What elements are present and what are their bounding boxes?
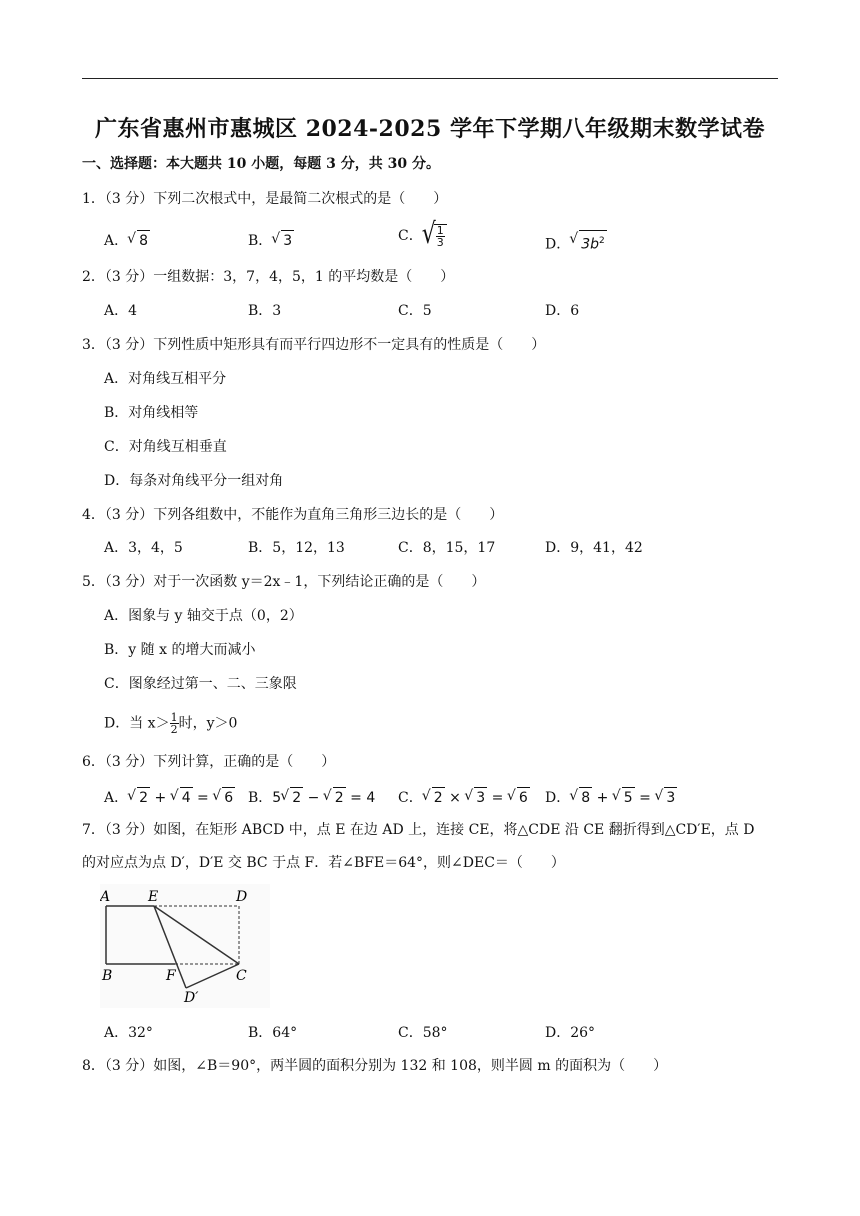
q4-option-a: A．3，4，5 xyxy=(104,540,183,556)
q1-stem: 1．（3 分）下列二次根式中，是最简二次根式的是（ ） xyxy=(82,191,448,207)
q7-label-b: B xyxy=(102,968,113,984)
q2-option-a: A．4 xyxy=(104,303,138,319)
q2-option-b: B．3 xyxy=(248,303,282,319)
q5-option-a: A．图象与 y 轴交于点（0，2） xyxy=(104,608,303,624)
q4-option-d: D．9，41，42 xyxy=(545,540,643,556)
q6-stem: 6．（3 分）下列计算，正确的是（ ） xyxy=(82,754,336,770)
q7-label-f: F xyxy=(166,968,176,984)
page-title: 广东省惠州市惠城区 2024-2025 学年下学期八年级期末数学试卷 xyxy=(95,116,765,142)
section-heading: 一、选择题：本大题共 10 小题，每题 3 分，共 30 分。 xyxy=(82,156,440,172)
q6-option-d: D．√ 8 + √ 5 = √ 3 xyxy=(545,787,677,808)
q7-stem-line2: 的对应点为点 D′，D′E 交 BC 于点 F．若∠BFE＝64°，则∠DEC＝（ ） xyxy=(82,855,565,871)
q5-option-b: B．y 随 x 的增大而减小 xyxy=(104,642,256,658)
q4-option-b: B．5，12，13 xyxy=(248,540,345,556)
q3-stem: 3．（3 分）下列性质中矩形具有而平行四边形不一定具有的性质是（ ） xyxy=(82,337,546,353)
q3-option-d: D．每条对角线平分一组对角 xyxy=(104,473,284,489)
q7-option-a: A．32° xyxy=(104,1025,153,1041)
q7-label-c: C xyxy=(236,968,247,984)
q2-option-c: C．5 xyxy=(398,303,432,319)
q7-option-b: B．64° xyxy=(248,1025,298,1041)
q7-figure xyxy=(100,884,270,1008)
q4-option-c: C．8，15，17 xyxy=(398,540,496,556)
q5-option-c: C．图象经过第一、二、三象限 xyxy=(104,676,297,692)
q7-label-d-prime: D′ xyxy=(184,990,199,1006)
q5-option-d: D．当 x＞ $\frac{1}{2}$ 时，y＞0 xyxy=(104,711,238,736)
q6-option-b: B．5√ 2 − √ 2 = 4 xyxy=(248,787,375,808)
q7-label-d: D xyxy=(236,889,248,905)
header-rule xyxy=(82,78,778,79)
q8-stem: 8．（3 分）如图，∠B＝90°，两半圆的面积分别为 132 和 108，则半圆 m 的面积为（ ） xyxy=(82,1058,668,1074)
q2-option-d: D．6 xyxy=(545,303,580,319)
q7-option-d: D．26° xyxy=(545,1025,596,1041)
q6-option-c: C．√ 2 × √ 3 = √ 6 xyxy=(398,787,530,808)
q7-stem-line1: 7．（3 分）如图，在矩形 ABCD 中，点 E 在边 AD 上，连接 CE，将△CDE 沿 CE 翻折得到△CD′E，点 D xyxy=(82,822,755,838)
q7-label-e: E xyxy=(148,889,159,905)
q3-option-c: C．对角线互相垂直 xyxy=(104,439,227,455)
q6-option-a: A．√ 2 + √ 4 = √ 6 xyxy=(104,787,235,808)
q5-stem: 5．（3 分）对于一次函数 y＝2x﹣1，下列结论正确的是（ ） xyxy=(82,574,486,590)
q7-label-a: A xyxy=(100,889,111,905)
q4-stem: 4．（3 分）下列各组数中，不能作为直角三角形三边长的是（ ） xyxy=(82,507,504,523)
q1-option-b: B．√ 3 xyxy=(248,230,294,251)
q1-option-d: D．√ $3b^2$ xyxy=(545,230,607,255)
q7-option-c: C．58° xyxy=(398,1025,448,1041)
q1-option-c: C． √ $\frac{1}{3}$ xyxy=(398,224,447,248)
q3-option-b: B．对角线相等 xyxy=(104,405,199,421)
q3-option-a: A．对角线互相平分 xyxy=(104,371,227,387)
q2-stem: 2．（3 分）一组数据：3，7，4，5，1 的平均数是（ ） xyxy=(82,269,455,285)
q1-option-a: A．√ 8 xyxy=(104,230,150,251)
